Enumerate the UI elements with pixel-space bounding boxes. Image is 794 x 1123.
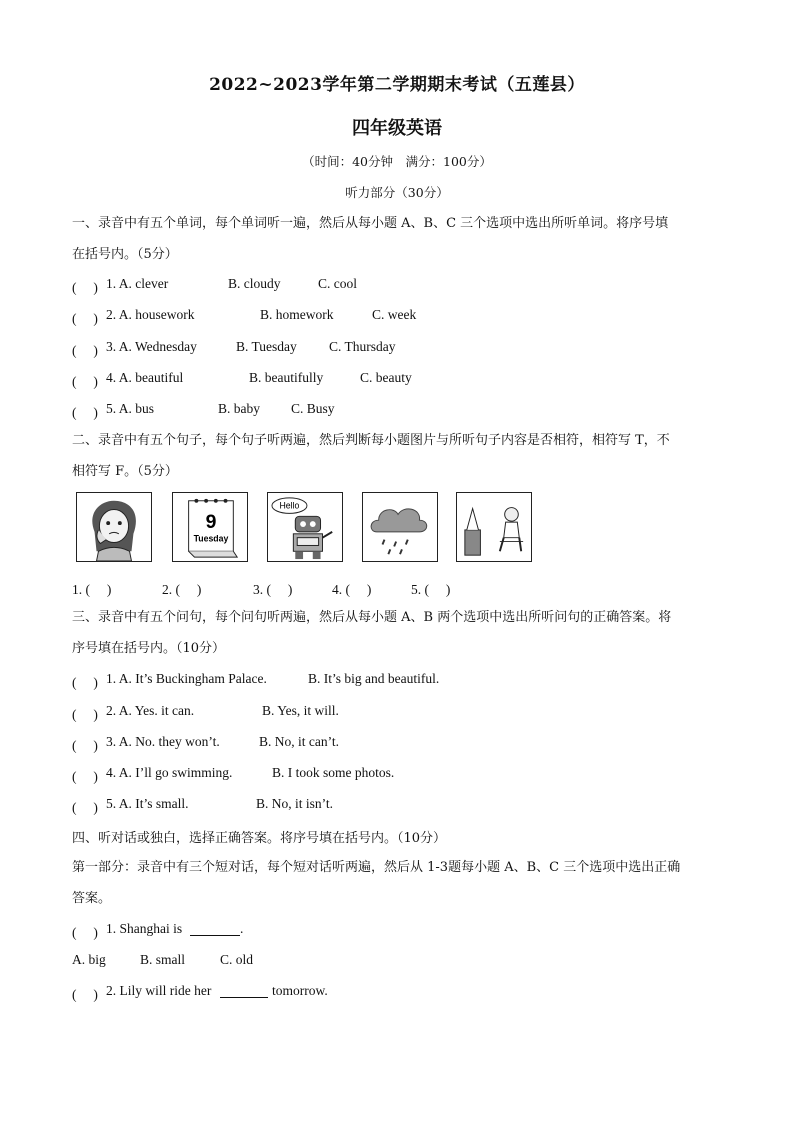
answer-paren[interactable]: ( ) xyxy=(72,738,98,753)
option-a: 4. A. beautiful xyxy=(106,370,184,385)
part3-item-2 xyxy=(72,703,339,723)
option-a: 2. A. Yes. it can. xyxy=(106,703,195,718)
option-a: 4. A. I’ll go swimming. xyxy=(106,765,233,780)
option-b: B. No, it isn’t. xyxy=(256,796,334,811)
answer-paren[interactable]: ( ) xyxy=(72,280,98,295)
answer-paren[interactable]: ( ) xyxy=(72,311,98,326)
part2-answer-5[interactable]: 5. ( ) xyxy=(411,582,451,597)
option-c: C. beauty xyxy=(360,370,412,385)
option-b: B. baby xyxy=(218,401,260,416)
option-a: A. big xyxy=(72,952,106,967)
part2-answer-1[interactable]: 1. ( ) xyxy=(72,582,112,597)
part3-item-1 xyxy=(72,671,440,691)
part3-instruction xyxy=(72,602,720,664)
answer-paren[interactable]: ( ) xyxy=(72,800,98,815)
fill-blank[interactable] xyxy=(190,923,240,936)
part2-instruction xyxy=(72,425,720,487)
part2-answer-2[interactable]: 2. ( ) xyxy=(162,582,202,597)
question-text: 2. Lily will ride her xyxy=(106,983,212,998)
part1-item-1 xyxy=(72,276,357,296)
fill-blank[interactable] xyxy=(220,985,268,998)
part2-answer-3[interactable]: 3. ( ) xyxy=(253,582,293,597)
exam-title: 2022~2023学年第二学期期末考试（五莲县） xyxy=(209,75,585,95)
part3-instruction-line2: 序号填在括号内。（10分） xyxy=(72,641,226,656)
part4-question-1 xyxy=(72,921,244,941)
option-c: C. cool xyxy=(318,276,357,291)
part2-instruction-line1: 二、录音中有五个句子，每个句子听两遍，然后判断每小题图片与所听句子内容是否相符，相符写 T，不 xyxy=(72,433,670,448)
part1-item-3 xyxy=(72,339,396,359)
part4-instruction: 四、听对话或独白，选择正确答案。将序号填在括号内。（10分） xyxy=(72,831,447,846)
option-b: B. cloudy xyxy=(228,276,281,291)
part4-sub-line1: 第一部分：录音中有三个短对话，每个短对话听两遍，然后从 1-3题每小题 A、B、C 三个选项中选出正确 xyxy=(72,860,681,875)
answer-paren[interactable]: ( ) xyxy=(72,769,98,784)
option-b: B. It’s big and beautiful. xyxy=(308,671,440,686)
option-a: 1. A. It’s Buckingham Palace. xyxy=(106,671,267,686)
question-end: tomorrow. xyxy=(272,983,328,998)
option-c: C. old xyxy=(220,952,254,967)
picture-girl-toothache xyxy=(76,492,152,562)
answer-paren[interactable]: ( ) xyxy=(72,925,98,940)
picture-calendar xyxy=(172,492,248,562)
option-a: 5. A. It’s small. xyxy=(106,796,189,811)
option-a: 3. A. No. they won’t. xyxy=(106,734,220,749)
part1-instruction-line2: 在括号内。（5分） xyxy=(72,247,178,262)
part2-instruction-line2: 相符写 F。（5分） xyxy=(72,464,178,479)
picture-robot xyxy=(267,492,343,562)
answer-paren[interactable]: ( ) xyxy=(72,405,98,420)
part4-sub-instruction xyxy=(72,852,720,914)
part3-item-3 xyxy=(72,734,339,754)
answer-paren[interactable]: ( ) xyxy=(72,987,98,1002)
part1-item-2 xyxy=(72,307,417,327)
option-b: B. No, it can’t. xyxy=(259,734,339,749)
picture-person-sitting xyxy=(456,492,532,562)
option-c: C. Busy xyxy=(291,401,335,416)
option-c: C. Thursday xyxy=(329,339,396,354)
part3-item-5 xyxy=(72,796,334,816)
option-c: C. week xyxy=(372,307,417,322)
time-info: （时间：40分钟 满分：100分） xyxy=(302,154,492,169)
option-a: 3. A. Wednesday xyxy=(106,339,197,354)
part1-item-4 xyxy=(72,370,412,390)
option-b: B. homework xyxy=(260,307,334,322)
answer-paren[interactable]: ( ) xyxy=(72,374,98,389)
part4-question-2 xyxy=(72,983,328,1003)
option-b: B. I took some photos. xyxy=(272,765,395,780)
part4-sub-line2: 答案。 xyxy=(72,891,112,906)
option-a: 2. A. housework xyxy=(106,307,195,322)
answer-paren[interactable]: ( ) xyxy=(72,707,98,722)
question-end: . xyxy=(240,921,244,936)
option-b: B. small xyxy=(140,952,186,967)
question-text: 1. Shanghai is xyxy=(106,921,183,936)
listening-section-label: 听力部分（30分） xyxy=(345,185,449,200)
picture-rain-cloud xyxy=(362,492,438,562)
option-b: B. Yes, it will. xyxy=(262,703,339,718)
calendar-day: 9 xyxy=(205,510,217,533)
option-b: B. Tuesday xyxy=(236,339,297,354)
option-b: B. beautifully xyxy=(249,370,324,385)
part1-instruction xyxy=(72,208,720,270)
answer-paren[interactable]: ( ) xyxy=(72,343,98,358)
answer-paren[interactable]: ( ) xyxy=(72,675,98,690)
part1-instruction-line1: 一、录音中有五个单词，每个单词听一遍，然后从每小题 A、B、C 三个选项中选出所听单词。将序号填 xyxy=(72,216,669,231)
part3-instruction-line1: 三、录音中有五个问句，每个问句听两遍，然后从每小题 A、B 两个选项中选出所听问句的正确答案。将 xyxy=(72,610,672,625)
calendar-weekday: Tuesday xyxy=(193,533,229,544)
part3-item-4 xyxy=(72,765,395,785)
part2-answer-4[interactable]: 4. ( ) xyxy=(332,582,372,597)
option-a: 5. A. bus xyxy=(106,401,155,416)
robot-speech: Hello xyxy=(279,500,300,511)
part1-item-5 xyxy=(72,401,335,421)
exam-subtitle: 四年级英语 xyxy=(352,118,442,139)
option-a: 1. A. clever xyxy=(106,276,169,291)
